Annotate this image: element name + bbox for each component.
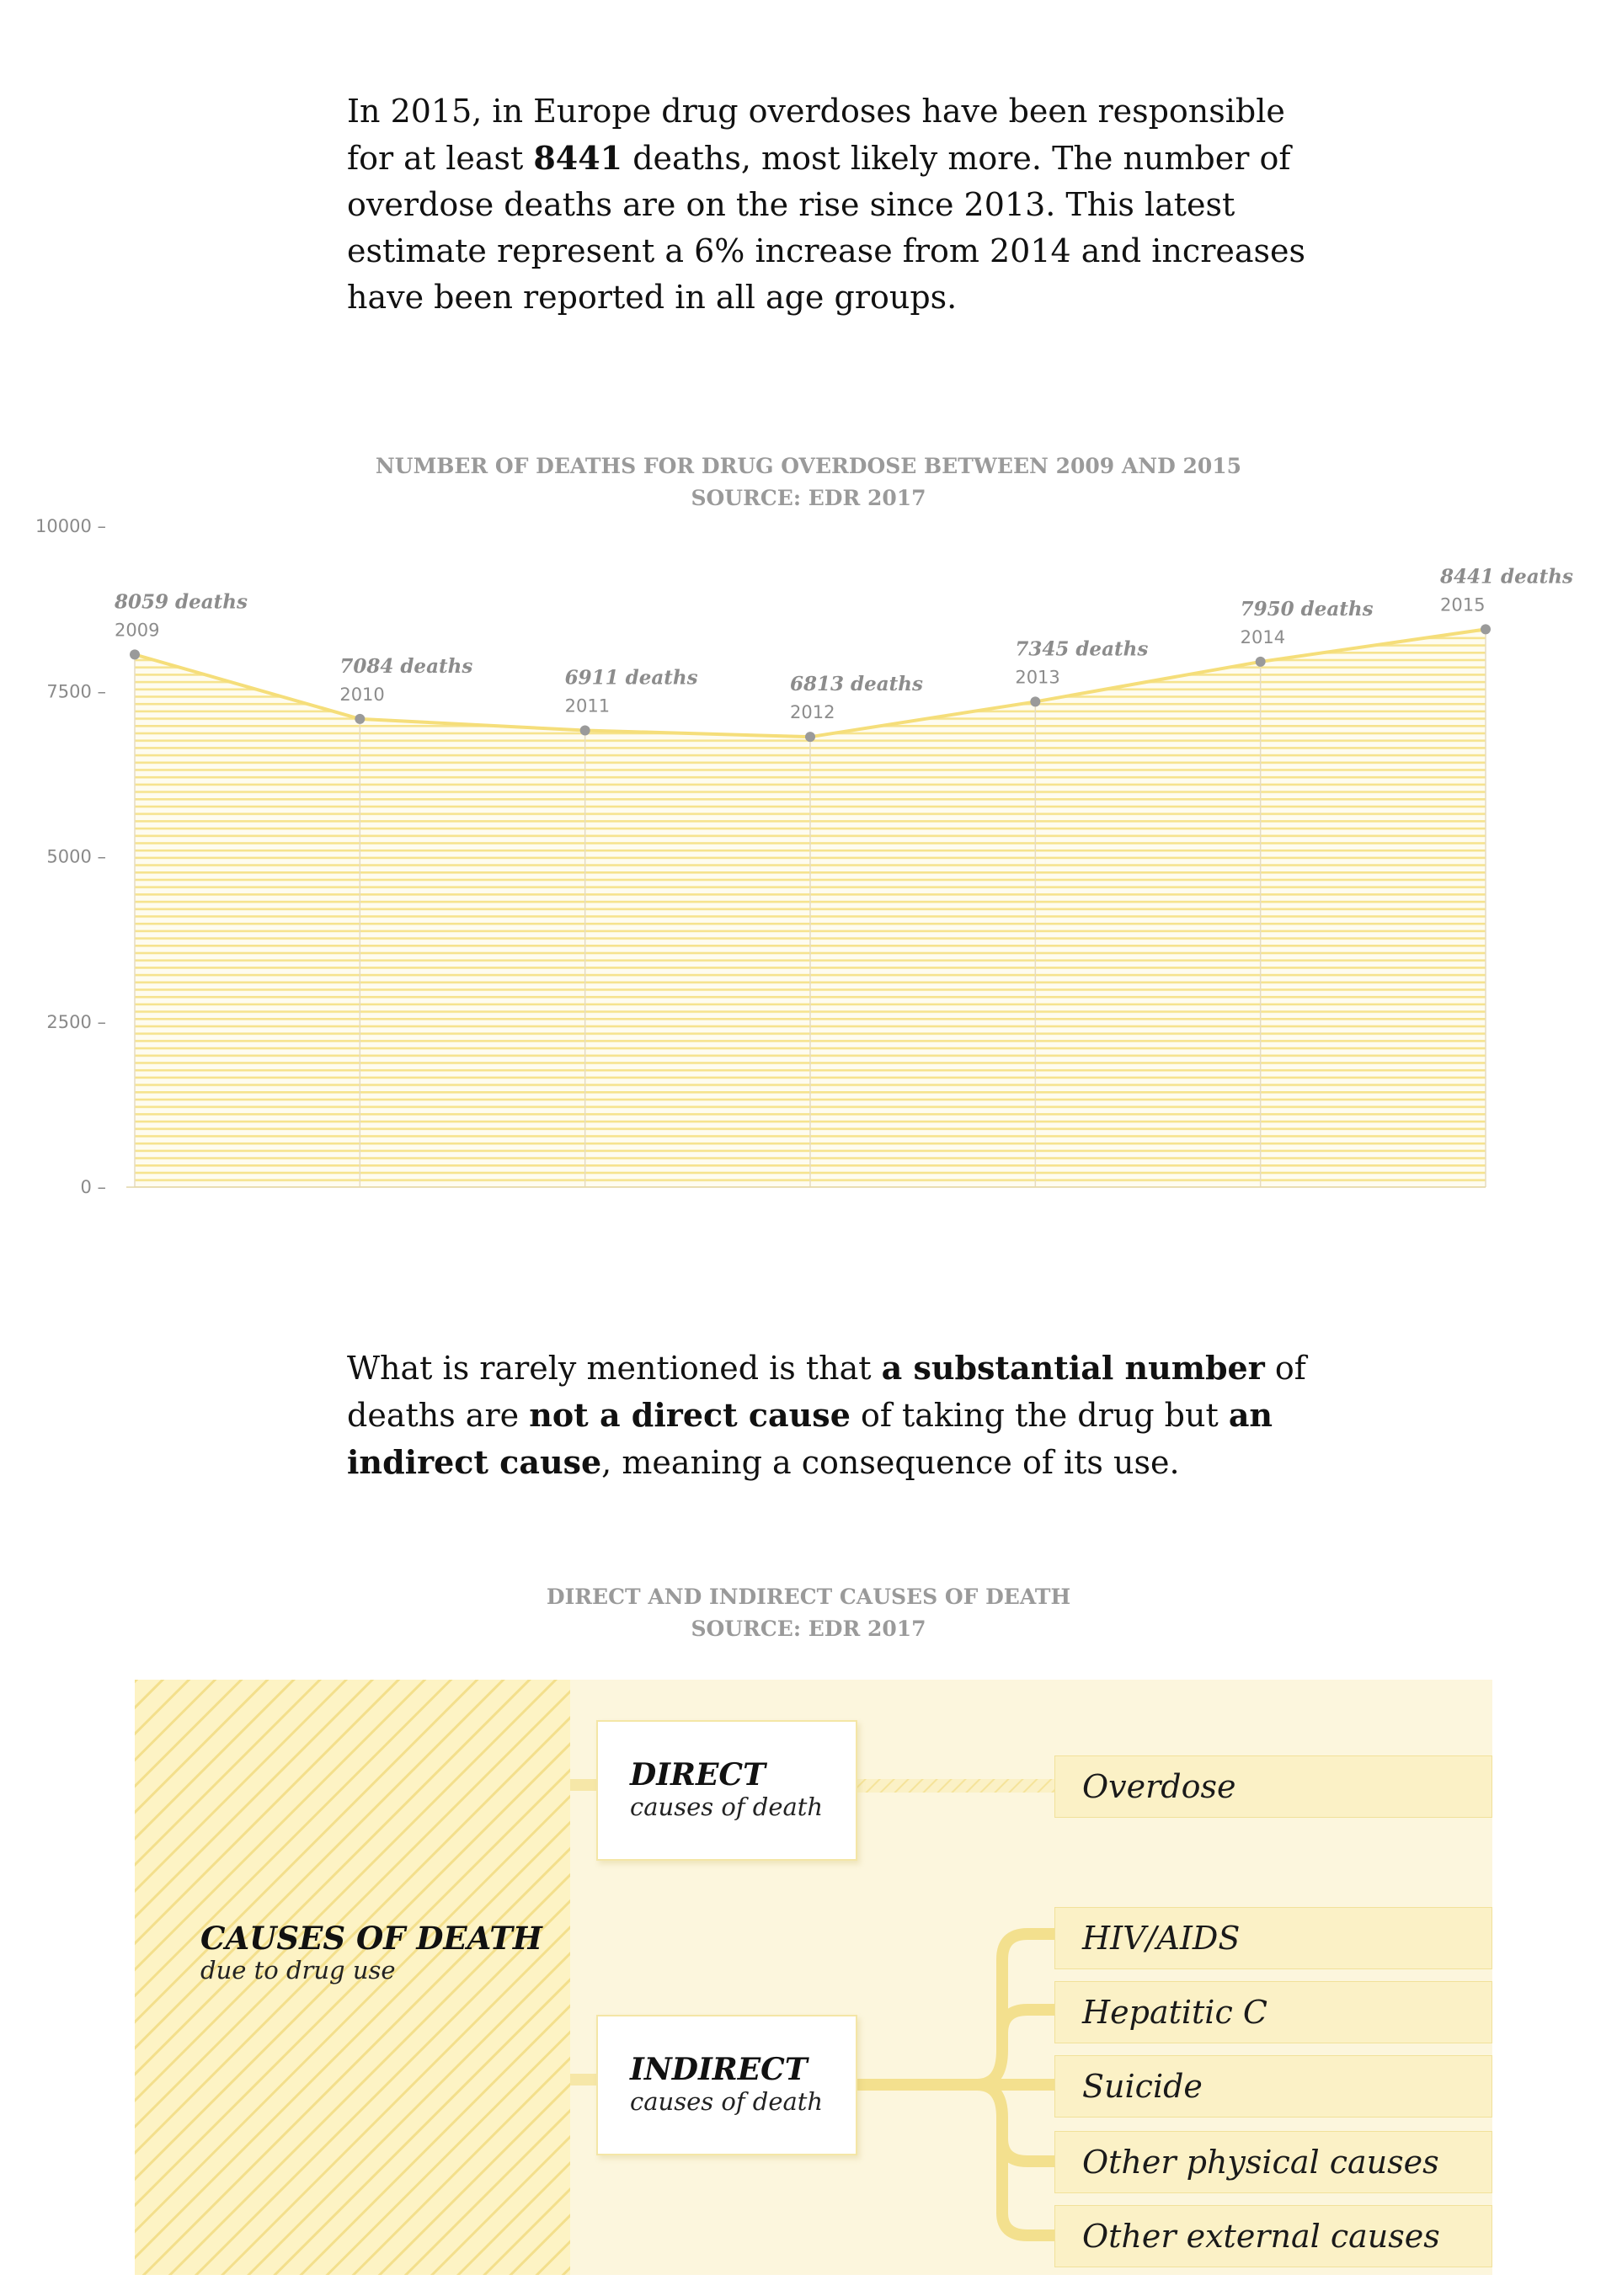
root-to-direct-link	[570, 1779, 596, 1791]
middle-line-1	[347, 1345, 1307, 1392]
y-tick-label: 2500 –	[46, 1011, 106, 1032]
middle-line-3	[347, 1439, 1307, 1486]
middle-text: deaths are	[347, 1397, 530, 1434]
area-segment	[1261, 629, 1486, 1187]
y-tick-label: 10000 –	[35, 516, 106, 536]
middle-bold: a substantial number	[881, 1349, 1265, 1387]
leaf-overdose	[1054, 1755, 1492, 1818]
x-tick-label: 2009	[115, 620, 160, 641]
diagram-title-line: DIRECT AND INDIRECT CAUSES OF DEATH	[546, 1585, 1071, 1609]
data-point	[805, 732, 815, 742]
intro-line-5: have been reported in all age groups.	[347, 279, 958, 316]
deaths-area-chart	[0, 505, 1617, 1212]
x-tick-label: 2014	[1240, 626, 1286, 647]
x-tick-label: 2012	[790, 702, 835, 723]
root-to-indirect-link	[570, 2074, 596, 2086]
data-point	[355, 714, 365, 724]
leaf-hepatitis-c	[1054, 1981, 1492, 2043]
data-label: 8059 deaths	[115, 590, 248, 614]
leaf-label: Hepatitic C	[1082, 1994, 1267, 2031]
middle-bold: not a direct cause	[529, 1396, 851, 1434]
data-point	[1256, 657, 1266, 667]
intro-line-1: In 2015, in Europe drug overdoses have been responsible	[347, 93, 1285, 130]
data-point	[1481, 624, 1491, 634]
chart-source-line: SOURCE: EDR 2017	[691, 486, 926, 510]
leaf-label: Suicide	[1082, 2068, 1203, 2105]
leaf-hiv-aids	[1054, 1907, 1492, 1969]
leaf-other-physical	[1054, 2131, 1492, 2193]
middle-paragraph	[347, 1345, 1307, 1486]
data-label: 6813 deaths	[790, 673, 923, 696]
middle-text: What is rarely mentioned is that	[347, 1350, 882, 1387]
root-title: CAUSES OF DEATH	[200, 1920, 542, 1957]
indirect-title: INDIRECT	[630, 2052, 808, 2087]
causes-diagram	[135, 1680, 1492, 2275]
y-tick-label: 7500 –	[46, 681, 106, 702]
x-tick-label: 2015	[1440, 594, 1486, 615]
direct-to-overdose-link	[857, 1779, 1054, 1793]
data-label: 6911 deaths	[564, 666, 698, 690]
area-segment	[135, 654, 360, 1187]
root-subtitle: due to drug use	[200, 1956, 396, 1984]
direct-subtitle: causes of death	[630, 1793, 824, 1821]
middle-text: of	[1264, 1350, 1306, 1387]
middle-text: , meaning a consequence of its use.	[601, 1444, 1180, 1481]
indirect-box	[596, 2015, 857, 2155]
middle-bold: indirect cause	[347, 1443, 602, 1481]
leaf-label: Other physical causes	[1082, 2144, 1439, 2181]
area-segment	[1035, 662, 1260, 1187]
y-tick-label: 5000 –	[46, 846, 106, 867]
diagram-source-line: SOURCE: EDR 2017	[691, 1617, 926, 1641]
leaf-label: HIV/AIDS	[1082, 1920, 1241, 1957]
y-tick-label: 0 –	[80, 1177, 106, 1197]
indirect-subtitle: causes of death	[630, 2087, 824, 2116]
leaf-label: Other external causes	[1082, 2218, 1440, 2255]
area-segment	[360, 719, 584, 1187]
data-label: 7345 deaths	[1015, 637, 1149, 661]
intro-line-3: overdose deaths are on the rise since 2013. This latest	[347, 186, 1235, 223]
data-point	[1030, 696, 1040, 706]
indirect-branch	[857, 1934, 1054, 2235]
intro-line-4: estimate represent a 6% increase from 2014 and increases	[347, 232, 1306, 269]
leaf-other-external	[1054, 2205, 1492, 2267]
middle-text: of taking the drug but	[850, 1397, 1229, 1434]
x-tick-label: 2013	[1015, 667, 1060, 688]
direct-box	[596, 1720, 857, 1861]
x-tick-label: 2010	[339, 684, 385, 705]
area-segment	[585, 730, 810, 1187]
leaf-label: Overdose	[1082, 1768, 1236, 1805]
data-point	[130, 649, 140, 659]
highlight-number: 8441	[533, 139, 623, 177]
middle-bold: an	[1228, 1396, 1273, 1434]
area-segment	[810, 701, 1035, 1187]
y-axis	[35, 516, 106, 1197]
data-label: 8441 deaths	[1440, 565, 1573, 589]
intro-paragraph	[347, 88, 1307, 321]
intro-line-2	[347, 135, 1307, 182]
middle-line-2	[347, 1392, 1307, 1439]
leaf-suicide	[1054, 2055, 1492, 2118]
intro-text: for at least	[347, 140, 534, 177]
diagram-title	[0, 1581, 1617, 1645]
x-tick-label: 2011	[564, 695, 611, 717]
direct-title: DIRECT	[630, 1757, 766, 1793]
data-label: 7950 deaths	[1240, 597, 1374, 621]
intro-text: deaths, most likely more. The number of	[622, 140, 1291, 177]
data-label: 7084 deaths	[339, 654, 473, 678]
data-point	[580, 725, 590, 735]
chart-title-line: NUMBER OF DEATHS FOR DRUG OVERDOSE BETWEEN 2009 AND 2015	[375, 454, 1242, 478]
